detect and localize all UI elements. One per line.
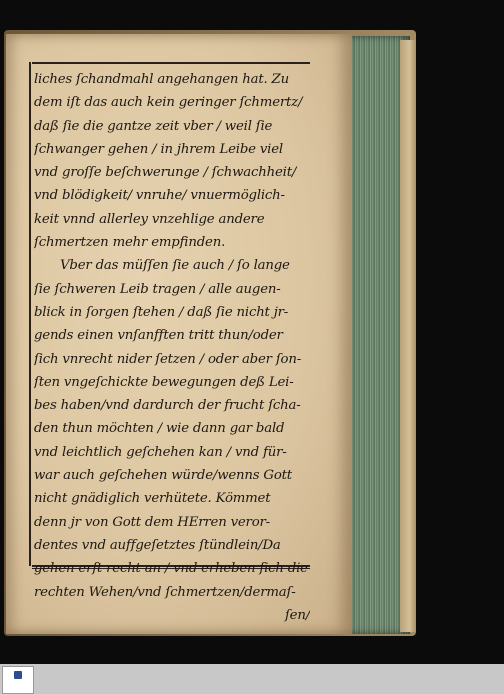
text-line: ſich vnrecht nider ſetzen / oder aber ſon- (34, 351, 302, 367)
text-line: ſten vngeſchickte bewegungen deß Lei- (34, 374, 294, 390)
frame-rule-left (29, 62, 31, 566)
text-line: Vber das müſſen ſie auch / ſo lange (60, 258, 290, 274)
frame-rule-top (32, 62, 310, 64)
text-line: rechten Wehen/vnd ſchmertzen/dermaſ- (34, 584, 296, 600)
text-line: vnd leichtlich geſchehen kan / vnd für- (34, 444, 287, 460)
text-line: vnd blödigkeit/ vnruhe/ vnuermöglich- (34, 188, 285, 204)
text-line: denn jr von Gott dem HErren veror- (34, 514, 270, 530)
text-line: ſen/ (284, 607, 310, 623)
library-logo-icon (14, 671, 22, 679)
text-line: vnd groſſe beſchwerunge / ſchwachheit/ (34, 165, 297, 181)
text-line: dentes vnd auffgeſetztes ſtündlein/Da (34, 537, 281, 553)
text-line: gends einen vnſanfften tritt thun/oder (34, 328, 283, 344)
text-line: liches ſchandmahl angehangen hat. Zu (34, 72, 289, 87)
text-line: keit vnnd allerley vnzehlige andere (34, 211, 265, 227)
cover-edge (400, 40, 416, 632)
viewer-footer-bar (0, 664, 504, 694)
library-logo[interactable] (2, 666, 34, 694)
text-line: daß ſie die gantze zeit vber / weil ſie (34, 118, 273, 134)
text-line: bes haben/vnd dardurch der frucht ſcha- (34, 398, 301, 414)
page-text (34, 68, 310, 627)
text-line: gehen erſt recht an / vnd erheben ſich die (34, 561, 308, 577)
text-line: nicht gnädiglich verhütete. Kömmet (34, 491, 271, 507)
text-line: ſie ſchweren Leib tragen / alle augen- (34, 281, 281, 297)
text-line: blick in ſorgen ſtehen / daß ſie nicht jr- (34, 304, 289, 320)
text-line: dem iſt das auch kein geringer ſchmertz/ (34, 95, 303, 111)
text-line: ſchmertzen mehr empfinden. (34, 235, 226, 251)
text-line: war auch geſchehen würde/wenns Gott (34, 468, 292, 484)
text-line: ſchwanger gehen / in jhrem Leibe viel (34, 141, 283, 157)
text-line: den thun möchten / wie dann gar bald (34, 421, 285, 437)
